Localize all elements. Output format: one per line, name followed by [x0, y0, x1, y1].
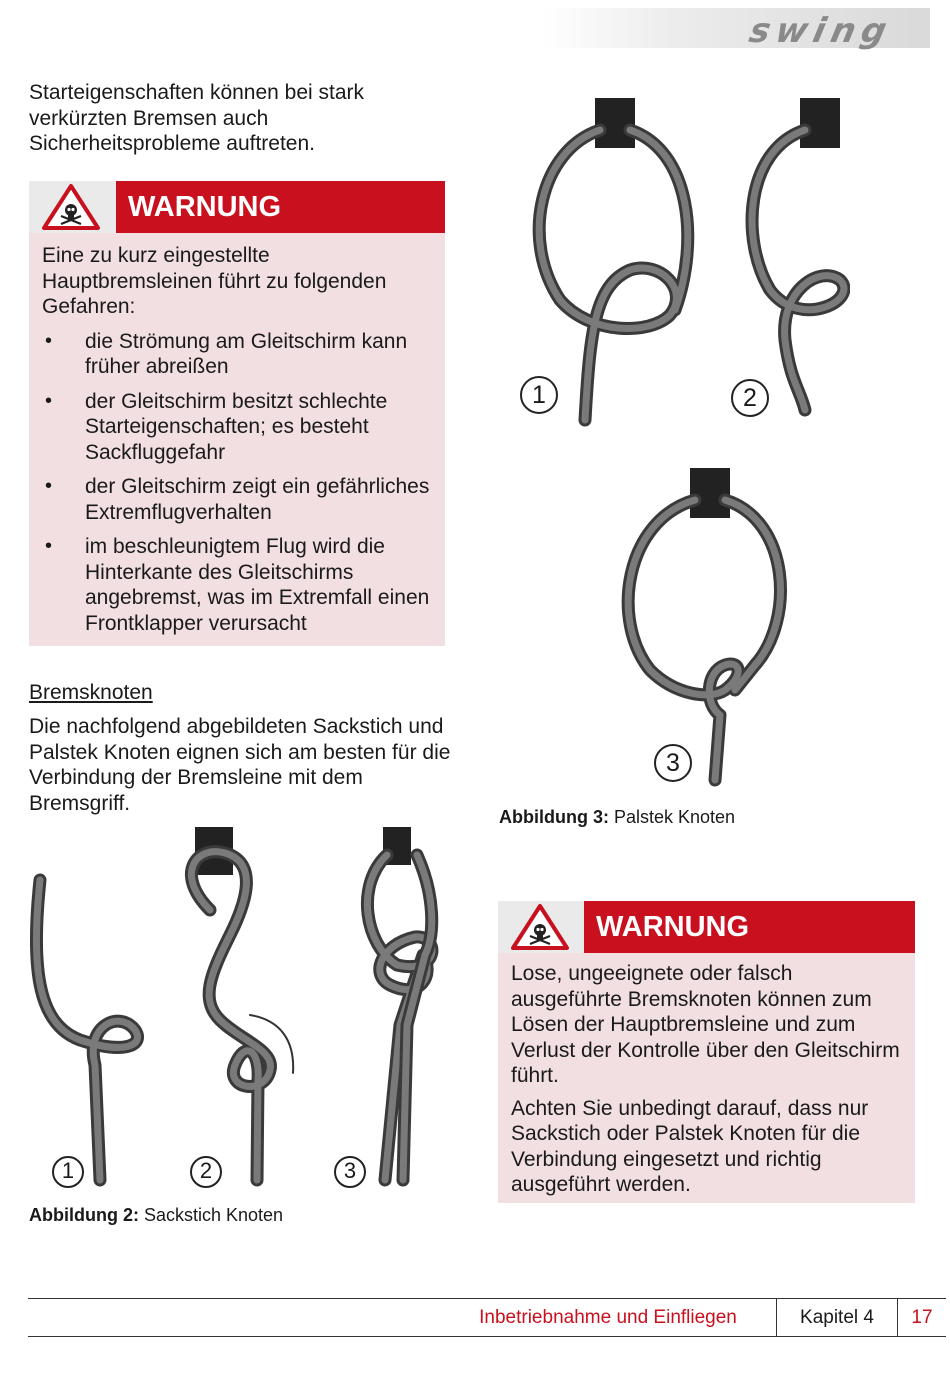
warning-intro: Eine zu kurz eingestellte Hauptbremsleinen führt zu folgenden Gefahren: [42, 244, 387, 318]
step-number: 3 [343, 1158, 357, 1183]
rope-step-2 [752, 130, 844, 410]
danger-skull-icon [41, 183, 101, 231]
warning-title: WARNUNG [584, 901, 915, 953]
swing-logo: swing [745, 11, 897, 51]
footer-page-number: 17 [911, 1306, 933, 1328]
footer-bottom-rule [28, 1336, 946, 1337]
list-item: • die Strömung am Gleitschirm kann früher abreißen [29, 329, 437, 380]
step-number: 1 [61, 1158, 75, 1183]
list-item: • im beschleunigtem Flug wird die Hinterkante des Gleitschirms angebremst, was im Extremfall einen Frontklapper verursacht [29, 534, 437, 636]
step-numbers-figure3 [521, 377, 768, 781]
warning-content [42, 243, 437, 636]
section-title: Bremsknoten [29, 681, 153, 704]
rope-step-3 [628, 500, 780, 780]
footer-chapter-title: Inbetriebnahme und Einfliegen [479, 1306, 737, 1328]
warning-title: WARNUNG [116, 181, 445, 233]
warning-paragraph: Achten Sie unbedingt darauf, dass nur Sackstich oder Palstek Knoten für die Verbindung eingesetzt und richtig ausgeführt werden. [511, 1096, 869, 1196]
step-number: 1 [532, 381, 546, 409]
warning-content [511, 961, 906, 1198]
warning-paragraph: Lose, ungeeignete oder falsch ausgeführte Bremsknoten können zum Lösen der Hauptbremsleine und zum Verlust der Kontrolle über den Gleitschirm führt. [511, 962, 900, 1087]
caption-label: Abbildung 2: [29, 1205, 139, 1225]
figure-palstek-illustration [500, 90, 850, 790]
rope-step-1 [36, 880, 137, 1180]
handle-loop-2 [800, 98, 840, 148]
intro-paragraph: Starteigenschaften können bei stark verkürzten Bremsen auch Sicherheitsprobleme auftreten. [29, 81, 365, 155]
caption-text: Palstek Knoten [608, 807, 736, 827]
handle-loop-3 [690, 468, 730, 518]
step-number: 3 [666, 749, 680, 777]
figure3-caption [499, 807, 735, 828]
warning-icon-area [29, 181, 116, 233]
warning-box-1 [29, 181, 445, 646]
caption-text: Sackstich Knoten [138, 1205, 284, 1225]
list-item: • der Gleitschirm zeigt ein gefährliches Extremflugverhalten [29, 474, 437, 525]
step-number: 2 [743, 384, 757, 412]
list-item: • der Gleitschirm besitzt schlechte Starteigenschaften; es besteht Sackfluggefahr [29, 389, 437, 466]
footer-chapter: Kapitel 4 [800, 1306, 874, 1328]
figure-sackstich-illustration [25, 825, 445, 1195]
warning-box-2 [498, 901, 915, 1203]
danger-skull-icon [510, 903, 570, 951]
caption-label: Abbildung 3: [499, 807, 609, 827]
section-body: Die nachfolgend abgebildeten Sackstich und Palstek Knoten eignen sich am besten für die Verbindung der Bremsleine mit dem Bremsgriff. [29, 715, 451, 815]
warning-list [29, 329, 437, 637]
figure2-caption [29, 1205, 283, 1226]
warning-icon-area [498, 901, 584, 953]
handle-loop-1 [595, 98, 635, 148]
step-number: 2 [199, 1158, 213, 1183]
